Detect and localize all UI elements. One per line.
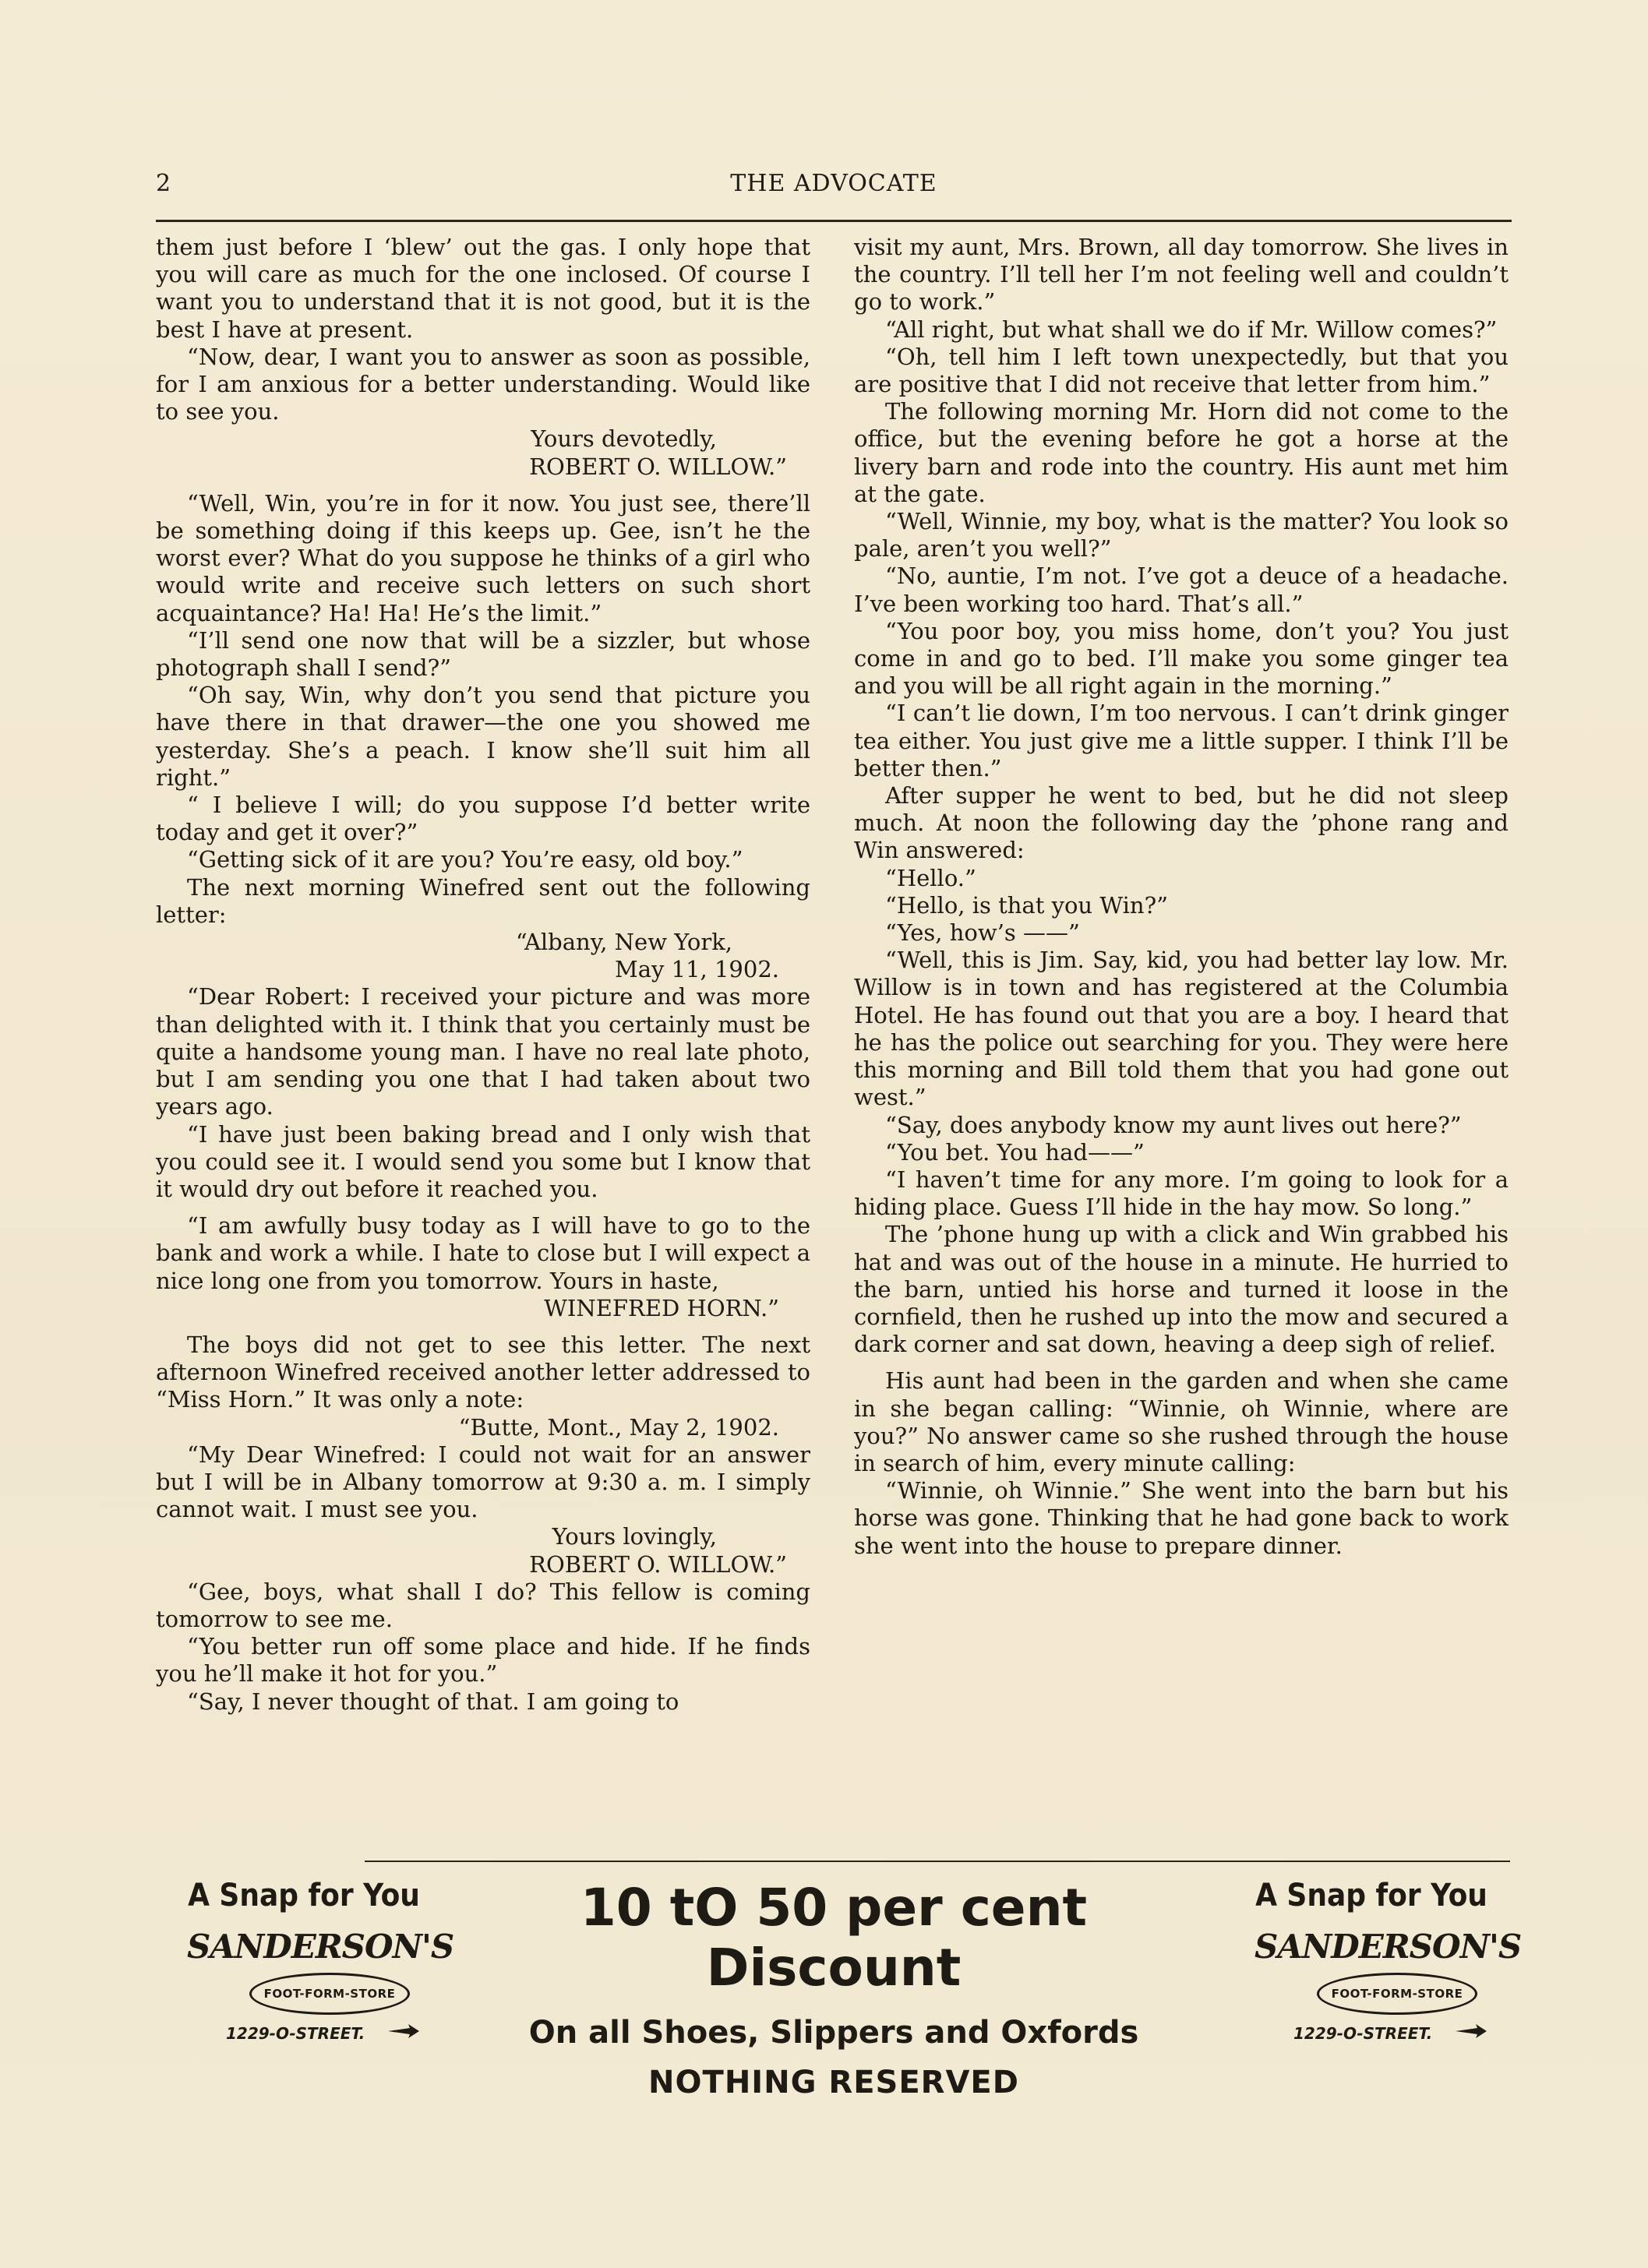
pointing-hand-icon [386, 2021, 421, 2041]
paragraph: “Gee, boys, what shall I do? This fellow is coming tomorrow to see me. [156, 1578, 810, 1632]
left-column [156, 234, 810, 1716]
ad-side-heading: A Snap for You [188, 1878, 420, 1914]
paragraph: “Dear Robert: I received your picture and was more than delighted with it. I think that you certainly must be quite a handsome young man. I have no real late photo, but I am sending you one that I had taken about two years ago. [156, 983, 810, 1120]
paragraph: “You poor boy, you miss home, don’t you? You just come in and go to bed. I’ll make you some ginger tea and you will be all right again in the morning.” [854, 617, 1509, 700]
paragraph: “ I believe I will; do you suppose I’d better write today and get it over?” [156, 792, 810, 846]
paragraph: “Well, Win, you’re in for it now. You just see, there’ll be something doing if this keeps up. Gee, isn’t he the worst ever? What do you suppose he thinks of a girl who would write and receive such letters on such short acquaintance? Ha! Ha! He’s the limit.” [156, 489, 810, 626]
paragraph: “Oh, tell him I left town unexpectedly, but that you are positive that I did not receive that letter from him.” [854, 343, 1509, 398]
letter-signature: WINEFRED HORN.” [544, 1294, 779, 1321]
discount-subline: On all Shoes, Slippers and Oxfords [528, 2015, 1139, 2051]
paragraph: “I have just been baking bread and I only wish that you could see it. I would send you some but I know that it would dry out before it reached you. [156, 1120, 810, 1202]
letter-closing: Yours lovingly, [552, 1523, 717, 1550]
logo-address: 1229-O-STREET. [226, 2024, 365, 2043]
paragraph: “Getting sick of it are you? You’re easy, old boy.” [187, 846, 743, 873]
pointing-hand-icon [1454, 2021, 1488, 2041]
paragraph: “Winnie, oh Winnie.” She went into the barn but his horse was gone. Thinking that he had gone back to work she went into the house to prepare dinner. [854, 1477, 1509, 1559]
paragraph: “Well, this is Jim. Say, kid, you had better lay low. Mr. Willow is in town and has registered at the Columbia Hotel. He has found out that you are a boy. I heard that he has the police out searching for you. They were here this morning and Bill told them that you had gone out west.” [854, 947, 1509, 1111]
paragraph: “Hello.” [885, 864, 976, 891]
paragraph: “You better run off some place and hide. If he finds you he’ll make it hot for you.” [156, 1633, 810, 1688]
paragraph: “Oh say, Win, why don’t you send that picture you have there in that drawer—the one you showed me yesterday. She’s a peach. I know she’ll suit him all right.” [156, 682, 810, 791]
letter-signature: ROBERT O. WILLOW.” [529, 1550, 787, 1578]
logo-address: 1229-O-STREET. [1293, 2024, 1433, 2043]
paragraph: “Now, dear, I want you to answer as soon as possible, for I am anxious for a better understanding. Would like to see you. [156, 343, 810, 425]
letter-closing: Yours devotedly, [531, 425, 717, 453]
letter-address: “Albany, New York, [515, 929, 732, 956]
paragraph: “Well, Winnie, my boy, what is the matter? You look so pale, aren’t you well?” [854, 508, 1509, 563]
letter-signature: ROBERT O. WILLOW.” [529, 453, 787, 480]
sandersons-logo [179, 1924, 454, 2057]
paragraph: “Yes, how’s ——” [885, 919, 1080, 947]
ad-center-panel [483, 1878, 1184, 2100]
paragraph: them just before I ‘blew’ out the gas. I only hope that you will care as much for the one inclosed. Of course I want you to understand that it is not good, but it is the best I have at present. [156, 234, 810, 343]
paragraph: visit my aunt, Mrs. Brown, all day tomorrow. She lives in the country. I’ll tell her I’m not feeling well and couldn’t go to work.” [854, 234, 1509, 316]
logo-name: SANDERSON'S [1255, 1928, 1522, 1966]
letter-date: May 11, 1902. [615, 956, 779, 983]
page-header [156, 170, 1512, 203]
discount-headline: 10 tO 50 per cent Discount [580, 1878, 1088, 1998]
publication-title: THE ADVOCATE [730, 170, 937, 197]
paragraph: The boys did not get to see this letter. The next afternoon Winefred received another letter addressed to “Miss Horn.” It was only a note: [156, 1331, 810, 1413]
logo-oval: FOOT-FORM-STORE [249, 1973, 410, 2015]
page-number: 2 [156, 170, 172, 197]
ad-right-panel [1231, 1878, 1522, 2057]
paragraph: After supper he went to bed, but he did not sleep much. At noon the following day the ’phone rang and Win answered: [854, 782, 1509, 864]
paragraph: “Hello, is that you Win?” [885, 891, 1168, 919]
letter-date: “Butte, Mont., May 2, 1902. [458, 1413, 779, 1441]
paragraph: “All right, but what shall we do if Mr. Willow comes?” [885, 316, 1498, 343]
sandersons-advertisement [156, 1878, 1522, 2100]
paragraph: “You bet. You had——” [885, 1138, 1145, 1166]
paragraph: “I can’t lie down, I’m too nervous. I can’t drink ginger tea either. You just give me a little supper. I think I’ll be better then.” [854, 700, 1509, 781]
ad-left-panel [164, 1878, 454, 2057]
paragraph: “I haven’t time for any more. I’m going to look for a hiding place. Guess I’ll hide in the hay mow. So long.” [854, 1166, 1509, 1221]
paragraph: “I am awfully busy today as I will have to go to the bank and work a while. I hate to close but I will expect a nice long one from you tomorrow. Yours in haste, [156, 1212, 810, 1294]
logo-oval: FOOT-FORM-STORE [1317, 1973, 1477, 2015]
paragraph: “Say, does anybody know my aunt lives out here?” [885, 1111, 1462, 1138]
paragraph: “I’ll send one now that will be a sizzler, but whose photograph shall I send?” [156, 626, 810, 682]
sandersons-logo [1247, 1924, 1522, 2057]
nothing-reserved: NOTHING RESERVED [648, 2065, 1019, 2100]
paragraph: “Say, I never thought of that. I am going to [187, 1688, 679, 1715]
logo-name: SANDERSON'S [187, 1928, 454, 1966]
paragraph: The following morning Mr. Horn did not come to the office, but the evening before he got a horse at the livery barn and rode into the country. His aunt met him at the gate. [854, 398, 1509, 507]
paragraph: “My Dear Winefred: I could not wait for an answer but I will be in Albany tomorrow at 9:30 a. m. I simply cannot wait. I must see you. [156, 1441, 810, 1523]
paragraph: The next morning Winefred sent out the following letter: [156, 873, 810, 928]
paragraph: His aunt had been in the garden and when she came in she began calling: “Winnie, oh Winnie, where are you?” No answer came so she rushed through the house in search of him, every minute calling: [854, 1367, 1509, 1476]
ad-rule [365, 1861, 1510, 1862]
right-column [854, 234, 1509, 1560]
paragraph: “No, auntie, I’m not. I’ve got a deuce of a headache. I’ve been working too hard. That’s all.” [854, 563, 1509, 617]
ad-side-heading: A Snap for You [1255, 1878, 1487, 1914]
paragraph: The ’phone hung up with a click and Win grabbed his hat and was out of the house in a minute. He hurried to the barn, untied his horse and turned it loose in the cornfield, then he rushed up into the mow and secured a dark corner and sat down, heaving a deep sigh of relief. [854, 1221, 1509, 1358]
header-rule [156, 220, 1512, 222]
